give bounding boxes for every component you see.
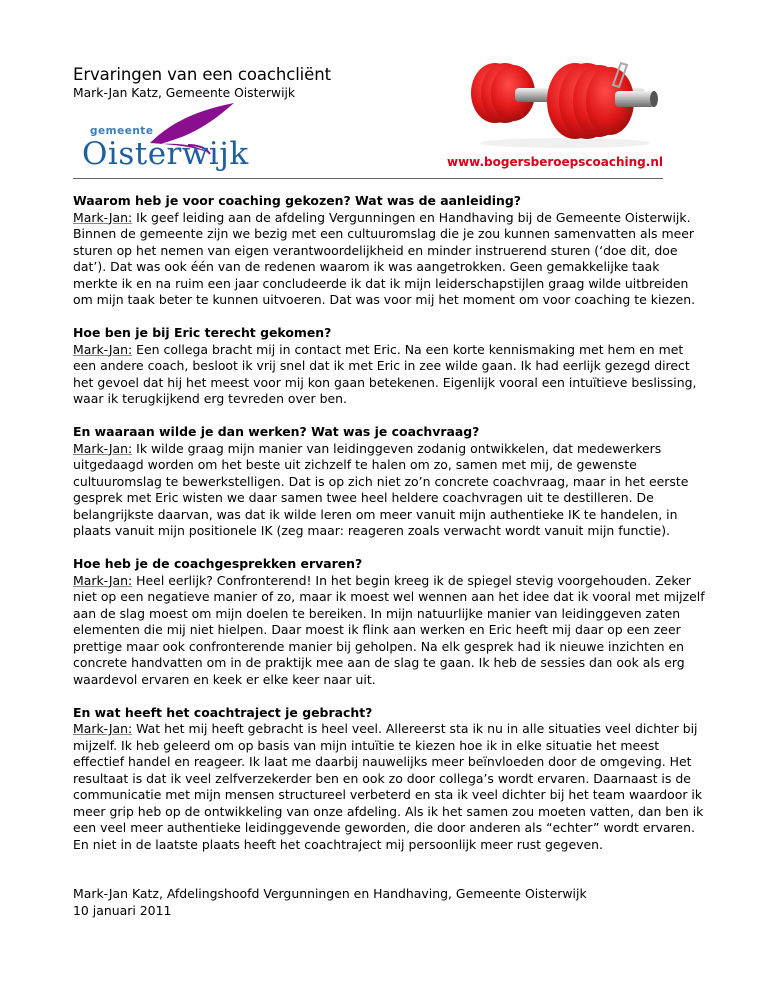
interview-section [73,556,705,688]
speaker-label: Mark-Jan: [73,440,133,456]
document-title: Ervaringen van een coachcliënt [73,65,331,84]
interview-section [73,424,705,540]
answer-text: Wat het mij heeft gebracht is heel veel. Allereerst sta ik nu in alle situaties veel dichter bij mijzelf. Ik heb geleerd om op basis van mijn intuïtie te kiezen hoe ik in elke situatie het meest effectief handel en reageer. Ik laat me daarbij nauwelijks meer beïnvloeden door de omgeving. Het resultaat is dat ik veel zelfverzekerder ben en ook zo door collega’s wordt ervaren. Daarnaast is de communicatie met mijn mensen structureel verbeterd en sta ik veel dichter bij het team waardoor ik meer grip heb op de ontwikkeling van onze afdeling. Als ik het samen zou moeten vatten, dan ben ik een veel meer authentieke leidinggevende geworden, die door anderen als “echter” wordt ervaren. En niet in de laatste plaats heeft het coachtraject mij persoonlijk meer rust gegeven. [73,721,704,852]
interview-section [73,193,705,309]
speaker-label: Mark-Jan: [73,341,133,357]
speaker-label: Mark-Jan: [73,209,133,225]
interview-section [73,325,705,408]
logo-big-text: Oisterwijk [82,136,249,172]
speaker-label: Mark-Jan: [73,572,133,588]
logo-small-text: gemeente [90,125,154,137]
website-link[interactable]: www.bogersberoepscoaching.nl [446,155,663,169]
answer-text: Ik geef leiding aan de afdeling Vergunningen en Handhaving bij de Gemeente Oisterwijk. Binnen de gemeente zijn we bezig met een cultuuromslag die je zou kunnen samenvatten als meer sturen op het nemen van eigen verantwoordelijkheid en minder instruerend sturen (‘doe dit, doe dat’). Dat was ook één van de redenen waarom ik was aangetrokken. Geen gemakkelijke taak merkte ik en na ruim een jaar concludeerde ik dat ik mijn leiderschapstijlen graag wilde uitbreiden om mijn taak beter te kunnen uitvoeren. Dat was voor mij het moment om voor coaching te kiezen. [73,209,696,307]
answer-text: Heel eerlijk? Confronterend! In het begin kreeg ik de spiegel stevig voorgehouden. Zeker niet op een negatieve manier of zo, maar ik moest wel wennen aan het idee dat ik vooral met mijzelf aan de slag moest om mijn doelen te bereiken. In mijn natuurlijke manier van leidinggeven zaten elementen die mij niet hielpen. Daar moest ik flink aan werken en Eric heeft mij daar op een zeer prettige maar ook confronterende manier bij geholpen. Na elk gesprek had ik nieuwe inzichten en concrete handvatten om in de praktijk mee aan de slag te gaan. Ik heb de sessies dan ook als erg waardevol ervaren en keek er elke keer naar uit. [73,572,705,687]
dumbbell-image [465,55,665,150]
question-heading: En wat heeft het coachtraject je gebracht? [73,704,373,720]
question-heading: Waarom heb je voor coaching gekozen? Wat was de aanleiding? [73,193,521,208]
answer-text: Een collega bracht mij in contact met Eric. Na een korte kennismaking met hem en met een andere coach, besloot ik vrij snel dat ik met Eric in zee wilde gaan. Ik had eerlijk gezegd direct het gevoel dat hij het meest voor mij kon gaan betekenen. Eigenlijk vooral een intuïtieve beslissing, waar ik terugkijkend erg tevreden over ben. [73,341,697,406]
question-heading: Hoe heb je de coachgesprekken ervaren? [73,556,363,571]
signature-block [73,886,705,919]
question-heading: Hoe ben je bij Eric terecht gekomen? [73,325,332,340]
header-divider [73,178,663,179]
signature-name: Mark-Jan Katz, Afdelingshoofd Vergunningen en Handhaving, Gemeente Oisterwijk [73,886,587,901]
speaker-label: Mark-Jan: [73,721,133,736]
answer-text: Ik wilde graag mijn manier van leidinggeven zodanig ontwikkelen, dat medewerkers uitgedaagd worden om het beste uit zichzelf te halen om zo, samen met mij, de gewenste cultuuromslag te bewerkstelligen. Dat is op zich niet zo’n concrete coachvraag, maar in het eerste gesprek met Eric wisten we daar samen twee heel heldere coachvragen uit te destilleren. De belangrijkste daarvan, was dat ik wilde leren om meer vanuit mijn authentieke IK te handelen, in plaats vanuit mijn positionele IK (zeg maar: reageren zoals verwacht wordt vanuit mijn functie). [73,440,689,538]
interview-section [73,705,705,854]
signature-date: 10 januari 2011 [73,902,172,918]
question-heading: En waaraan wilde je dan werken? Wat was je coachvraag? [73,424,480,439]
interview-content [73,193,705,919]
document-subtitle: Mark-Jan Katz, Gemeente Oisterwijk [73,86,296,100]
